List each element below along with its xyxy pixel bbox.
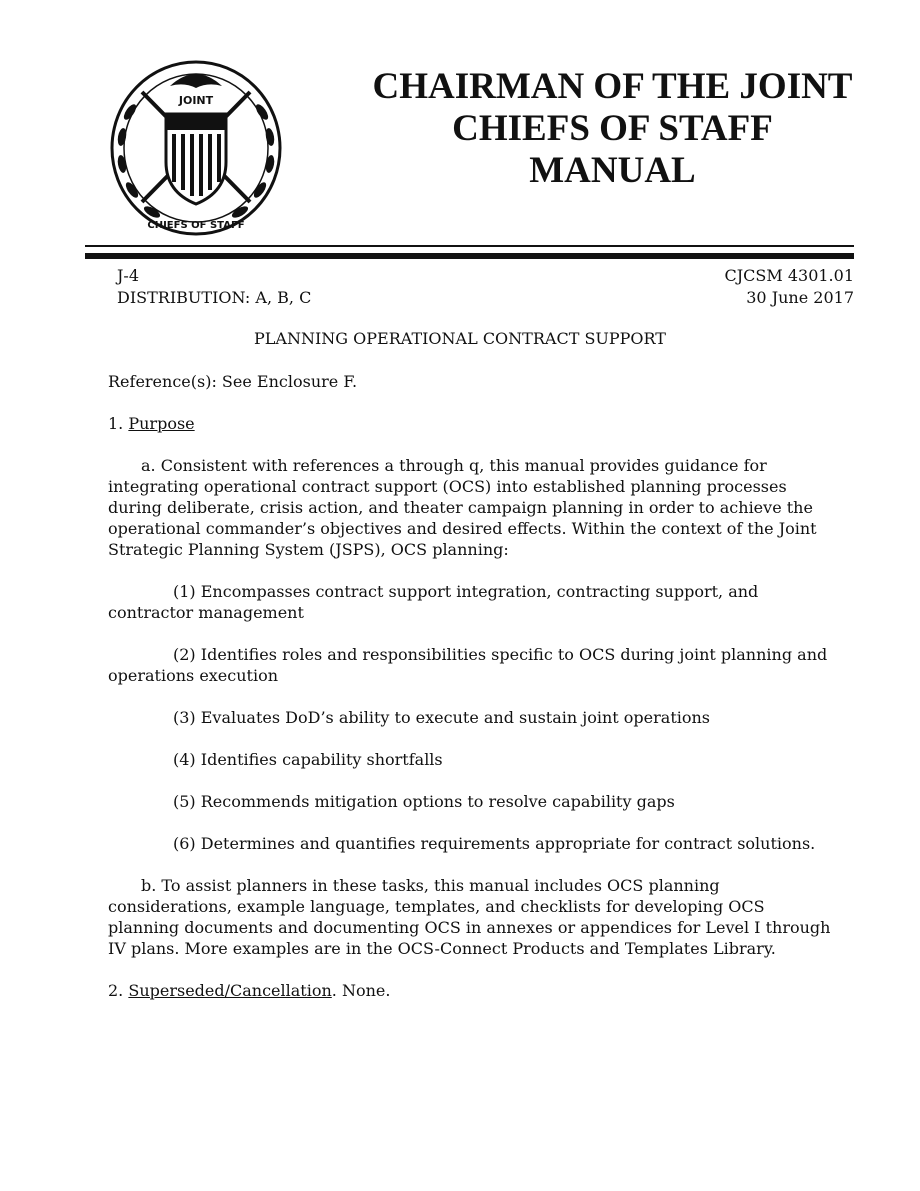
section-title: Superseded/Cancellation — [128, 981, 332, 1000]
title-line-1: CHAIRMAN OF THE JOINT — [372, 66, 853, 107]
manual-title — [330, 66, 895, 192]
joint-chiefs-seal-icon — [108, 52, 284, 237]
seal-bottom-text: CHIEFS OF STAFF — [147, 220, 245, 231]
title-line-3: MANUAL — [529, 150, 696, 191]
document-date: 30 June 2017 — [746, 288, 854, 307]
list-item: (6) Determines and quantifies requirements appropriate for contract solutions. — [173, 834, 816, 853]
paragraph-a: a. Consistent with references a through q, this manual provides guidance for integrating operational contract support (OCS) into established planning processes during deliberate, crisis action, and theater campaign planning in order to achieve the operational commander’s objectives and desired effects. Within the context of the Joint Strategic Planning System (JSPS), OCS planning: — [108, 456, 817, 559]
document-number: CJCSM 4301.01 — [724, 266, 854, 285]
references-line: Reference(s): See Enclosure F. — [108, 372, 358, 391]
meta-right — [725, 265, 855, 309]
header-divider-thick — [85, 253, 854, 259]
section-text: . None. — [331, 981, 391, 1000]
header-divider-thin — [85, 245, 854, 247]
list-item: (2) Identifies roles and responsibilities specific to OCS during joint planning and operations execution — [108, 645, 828, 685]
meta-left — [117, 265, 311, 309]
title-line-2: CHIEFS OF STAFF — [452, 108, 773, 149]
section-title: Purpose — [128, 414, 195, 433]
list-item: (3) Evaluates DoD’s ability to execute and sustain joint operations — [173, 708, 711, 727]
office-code: J-4 — [117, 266, 139, 285]
distribution: DISTRIBUTION: A, B, C — [117, 288, 312, 307]
list-item: (5) Recommends mitigation options to resolve capability gaps — [173, 792, 675, 811]
list-item: (4) Identifies capability shortfalls — [173, 750, 443, 769]
section-2-heading — [108, 980, 838, 1001]
section-number: 1. — [108, 414, 129, 433]
list-item: (1) Encompasses contract support integration, contracting support, and contractor management — [108, 582, 759, 622]
section-number: 2. — [108, 981, 129, 1000]
seal-top-text: JOINT — [178, 94, 214, 107]
paragraph-b: b. To assist planners in these tasks, this manual includes OCS planning considerations, example language, templates, and checklists for developing OCS planning documents and documenting OCS in annexes or appendices for Level I through IV plans. More examples are in the OCS-Connect Products and Templates Library. — [108, 876, 831, 958]
document-body — [108, 371, 838, 1022]
section-1-heading — [108, 413, 838, 434]
document-subject: PLANNING OPERATIONAL CONTRACT SUPPORT — [254, 329, 666, 348]
